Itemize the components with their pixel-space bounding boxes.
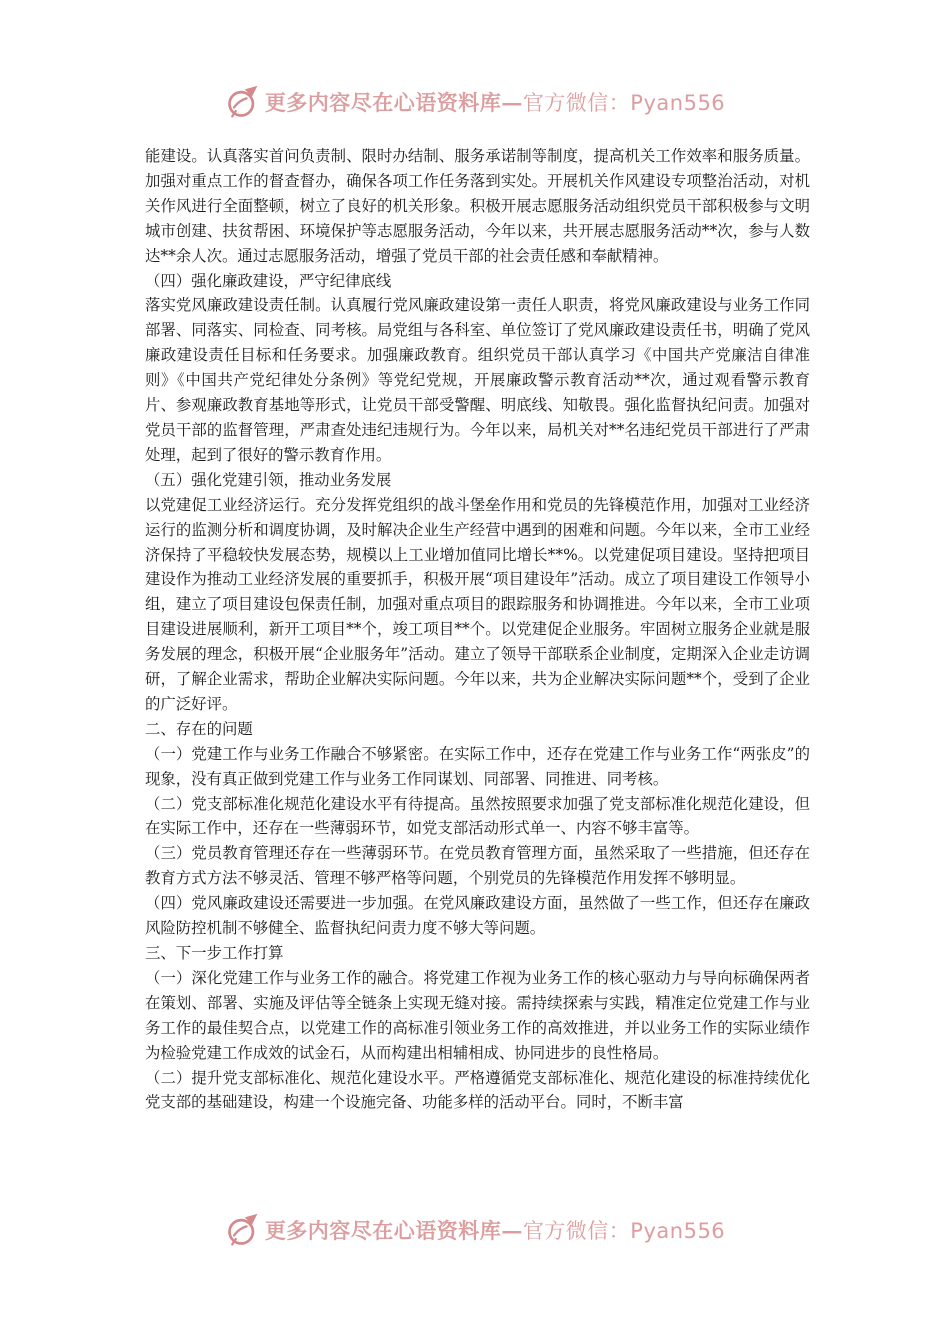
paragraph: （二）党支部标准化规范化建设水平有待提高。虽然按照要求加强了党支部标准化规范化建设，但在实际工作中，还存在一些薄弱环节，如党支部活动形式单一、内容不够丰富等。 xyxy=(145,794,810,838)
paragraph: （三）党员教育管理还存在一些薄弱环节。在党员教育管理方面，虽然采取了一些措施，但还存在教育方式方法不够灵活、管理不够严格等问题，个别党员的先锋模范作用发挥不够明显。 xyxy=(145,844,810,888)
section-heading: 二、存在的问题 xyxy=(145,719,253,738)
section-subheading: （五）强化党建引领，推动业务发展 xyxy=(145,470,392,489)
paragraph: （一）深化党建工作与业务工作的融合。将党建工作视为业务工作的核心驱动力与导向标确保两者在策划、部署、实施及评估等全链条上实现无缝对接。需持续探索与实践，精准定位党建工作与业务工作的最佳契合点，以党建工作的高标准引领业务工作的高效推进，并以业务工作的实际业绩作为检验党建工作成效的试金石，从而构建出相辅相成、协同进步的良性格局。 xyxy=(145,968,810,1062)
paragraph: （一）党建工作与业务工作融合不够紧密。在实际工作中，还存在党建工作与业务工作“两张皮”的现象，没有真正做到党建工作与业务工作同谋划、同部署、同推进、同考核。 xyxy=(145,744,810,788)
document-body xyxy=(145,144,810,1115)
paragraph: （四）党风廉政建设还需要进一步加强。在党风廉政建设方面，虽然做了一些工作，但还存在廉政风险防控机制不够健全、监督执纪问责力度不够大等问题。 xyxy=(145,894,810,938)
banner-text: 更多内容尽在心语资料库—官方微信：Pyan556 xyxy=(264,90,726,115)
paragraph: （二）提升党支部标准化、规范化建设水平。严格遵循党支部标准化、规范化建设的标准持续优化党支部的基础建设，构建一个设施完备、功能多样的活动平台。同时，不断丰富 xyxy=(145,1068,810,1112)
section-subheading: （四）强化廉政建设，严守纪律底线 xyxy=(145,271,392,290)
paragraph: 落实党风廉政建设责任制。认真履行党风廉政建设第一责任人职责，将党风廉政建设与业务工作同部署、同落实、同检查、同考核。局党组与各科室、单位签订了党风廉政建设责任书，明确了党风廉政建设责任目标和任务要求。加强廉政教育。组织党员干部认真学习《中国共产党廉洁自律准则》《中国共产党纪律处分条例》等党纪党规，开展廉政警示教育活动**次，通过观看警示教育片、参观廉政教育基地等形式，让党员干部受警醒、明底线、知敬畏。强化监督执纪问责。加强对党员干部的监督管理，严肃查处违纪违规行为。今年以来，局机关对**名违纪党员干部进行了严肃处理，起到了很好的警示教育作用。 xyxy=(145,296,810,464)
paragraph: 能建设。认真落实首问负责制、限时办结制、服务承诺制等制度，提高机关工作效率和服务质量。加强对重点工作的督查督办，确保各项工作任务落到实处。开展机关作风建设专项整治活动，对机关作风进行全面整顿，树立了良好的机关形象。积极开展志愿服务活动组织党员干部积极参与文明城市创建、扶贫帮困、环境保护等志愿服务活动，今年以来，共开展志愿服务活动**次，参与人数达**余人次。通过志愿服务活动，增强了党员干部的社会责任感和奉献精神。 xyxy=(145,147,810,265)
banner-text: 更多内容尽在心语资料库—官方微信：Pyan556 xyxy=(264,1218,726,1243)
header-banner xyxy=(0,80,950,124)
brand-logo-icon xyxy=(225,1212,261,1248)
footer-banner xyxy=(0,1208,950,1252)
banner-contact: 官方微信：Pyan556 xyxy=(522,1219,726,1243)
section-heading: 三、下一步工作打算 xyxy=(145,944,284,962)
brand-logo-icon xyxy=(225,84,261,120)
banner-contact: 官方微信：Pyan556 xyxy=(522,91,726,115)
paragraph: 以党建促工业经济运行。充分发挥党组织的战斗堡垒作用和党员的先锋模范作用，加强对工业经济运行的监测分析和调度协调，及时解决企业生产经营中遇到的困难和问题。今年以来，全市工业经济保持了平稳较快发展态势，规模以上工业增加值同比增长**%。以党建促项目建设。坚持把项目建设作为推动工业经济发展的重要抓手，积极开展“项目建设年”活动。成立了项目建设工作领导小组，建立了项目建设包保责任制，加强对重点项目的跟踪服务和协调推进。今年以来，全市工业项目建设进展顺利，新开工项目**个，竣工项目**个。以党建促企业服务。牢固树立服务企业就是服务发展的理念，积极开展“企业服务年”活动。建立了领导干部联系企业制度，定期深入企业走访调研，了解企业需求，帮助企业解决实际问题。今年以来，共为企业解决实际问题**个，受到了企业的广泛好评。 xyxy=(145,495,810,713)
